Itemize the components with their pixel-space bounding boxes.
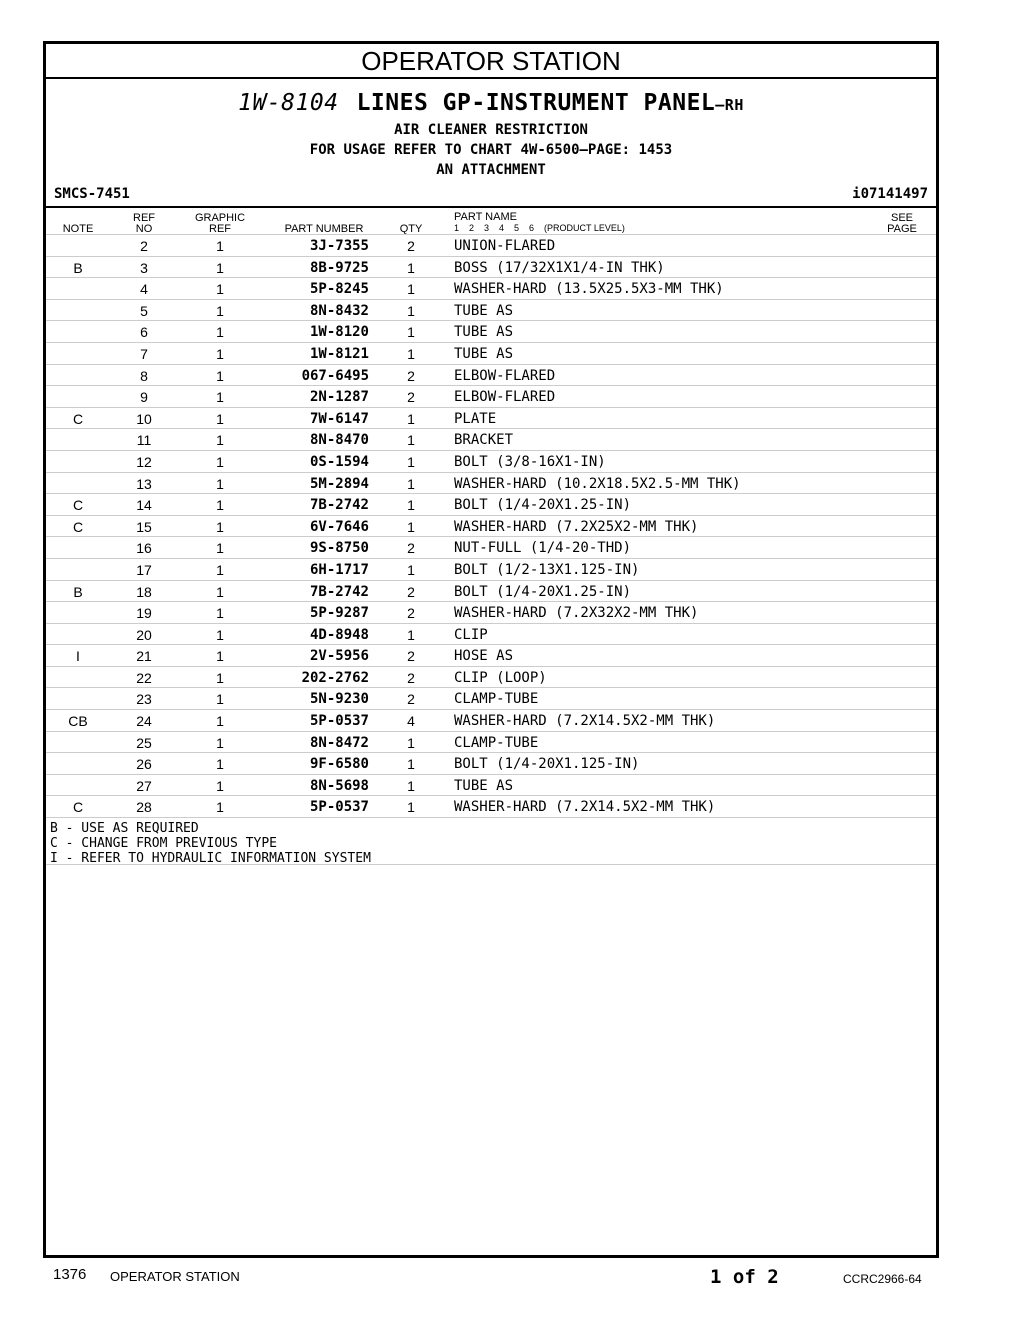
table-row	[46, 299, 936, 321]
part-number-cell: 9F-6580	[309, 756, 369, 773]
graphic-ref-cell: 1	[216, 561, 224, 578]
note-cell: C	[72, 518, 84, 535]
table-row	[46, 450, 936, 472]
qty-cell: 1	[407, 324, 415, 341]
part-number-cell: 6H-1717	[309, 561, 369, 578]
part-number-cell: 9S-8750	[309, 540, 369, 557]
ref-no-cell: 28	[136, 799, 152, 816]
qty-cell: 1	[407, 432, 415, 449]
heading-title: LINES GP-INSTRUMENT PANEL	[356, 90, 716, 116]
part-name-cell: BOLT (1/4-20X1.125-IN)	[454, 756, 640, 773]
note-line: B - USE AS REQUIRED	[50, 821, 199, 836]
graphic-ref-cell: 1	[216, 540, 224, 557]
note-line: C - CHANGE FROM PREVIOUS TYPE	[50, 836, 277, 851]
table-row	[46, 364, 936, 386]
ref-no-cell: 3	[140, 259, 148, 276]
col-graphic-bottom: REF	[209, 223, 231, 235]
ref-no-cell: 10	[136, 410, 152, 427]
part-name-cell: WASHER-HARD (7.2X14.5X2-MM THK)	[454, 713, 716, 730]
ref-no-cell: 8	[140, 367, 148, 384]
qty-cell: 2	[407, 669, 415, 686]
table-row	[46, 623, 936, 645]
table-row	[46, 428, 936, 450]
part-number-cell: 5P-0537	[309, 713, 369, 730]
part-name-cell: WASHER-HARD (7.2X14.5X2-MM THK)	[454, 799, 716, 816]
table-row	[46, 774, 936, 796]
part-name-cell: ELBOW-FLARED	[454, 367, 556, 384]
qty-cell: 2	[407, 583, 415, 600]
part-number-cell: 3J-7355	[309, 238, 369, 254]
ref-no-cell: 2	[140, 238, 148, 254]
ref-no-cell: 16	[136, 540, 152, 557]
part-name-cell: WASHER-HARD (7.2X32X2-MM THK)	[454, 605, 699, 622]
graphic-ref-cell: 1	[216, 756, 224, 773]
qty-cell: 1	[407, 410, 415, 427]
part-name-cell: TUBE AS	[454, 302, 514, 319]
graphic-ref-cell: 1	[216, 777, 224, 794]
qty-cell: 1	[407, 734, 415, 751]
part-number-cell: 0S-1594	[309, 453, 369, 470]
qty-cell: 1	[407, 475, 415, 492]
qty-cell: 1	[407, 777, 415, 794]
ref-no-cell: 12	[136, 453, 152, 470]
qty-cell: 2	[407, 648, 415, 665]
part-name-cell: TUBE AS	[454, 345, 514, 362]
table-row	[46, 342, 936, 364]
part-number-cell: 1W-8120	[309, 324, 369, 341]
part-name-cell: BOLT (1/4-20X1.25-IN)	[454, 583, 632, 600]
part-name-cell: CLAMP-TUBE	[454, 691, 539, 708]
qty-cell: 1	[407, 453, 415, 470]
part-name-cell: BOSS (17/32X1X1/4-IN THK)	[454, 259, 665, 276]
part-number-cell: 4D-8948	[309, 626, 369, 643]
ref-no-cell: 26	[136, 756, 152, 773]
col-note: NOTE	[62, 223, 94, 235]
part-number-cell: 8N-8432	[309, 302, 369, 319]
qty-cell: 1	[407, 799, 415, 816]
graphic-ref-cell: 1	[216, 302, 224, 319]
qty-cell: 1	[407, 345, 415, 362]
ref-no-cell: 17	[136, 561, 152, 578]
ref-no-cell: 9	[140, 389, 148, 406]
ref-no-cell: 11	[136, 432, 152, 449]
table-row	[46, 558, 936, 580]
col-graphic-top: GRAPHIC	[194, 212, 246, 224]
qty-cell: 1	[407, 518, 415, 535]
qty-cell: 1	[407, 626, 415, 643]
table-row	[46, 580, 936, 602]
heading-sub-1: AIR CLEANER RESTRICTION	[394, 122, 588, 138]
qty-cell: 2	[407, 367, 415, 384]
graphic-ref-cell: 1	[216, 432, 224, 449]
header-divider	[46, 206, 936, 208]
note-cell: CB	[68, 713, 88, 730]
qty-cell: 1	[407, 497, 415, 514]
part-number-cell: 5M-2894	[309, 475, 369, 492]
notes-list	[50, 821, 371, 866]
graphic-ref-cell: 1	[216, 238, 224, 254]
illustration-id: i07141497	[852, 186, 928, 202]
qty-cell: 4	[407, 713, 415, 730]
page-frame	[43, 41, 939, 1258]
ref-no-cell: 15	[136, 518, 152, 535]
ref-no-cell: 4	[140, 281, 148, 298]
heading-sub-3: AN ATTACHMENT	[436, 162, 546, 178]
part-name-cell: HOSE AS	[454, 648, 514, 665]
heading	[46, 88, 936, 180]
graphic-ref-cell: 1	[216, 734, 224, 751]
note-cell: C	[72, 497, 84, 514]
part-name-cell: NUT-FULL (1/4-20-THD)	[454, 540, 632, 557]
footer-code: CCRC2966-64	[843, 1272, 922, 1286]
qty-cell: 2	[407, 540, 415, 557]
ref-no-cell: 14	[136, 497, 152, 514]
graphic-ref-cell: 1	[216, 518, 224, 535]
qty-cell: 1	[407, 561, 415, 578]
qty-cell: 2	[407, 691, 415, 708]
note-cell: B	[73, 259, 83, 276]
part-name-cell: UNION-FLARED	[454, 238, 556, 254]
note-cell: C	[72, 799, 84, 816]
graphic-ref-cell: 1	[216, 799, 224, 816]
part-number-cell: 7B-2742	[309, 583, 369, 600]
graphic-ref-cell: 1	[216, 281, 224, 298]
part-number-cell: 6V-7646	[309, 518, 369, 535]
part-number-cell: 2V-5956	[309, 648, 369, 665]
col-see-bottom: PAGE	[887, 223, 917, 235]
part-name-cell: BRACKET	[454, 432, 514, 449]
table-row	[46, 385, 936, 407]
ref-no-cell: 21	[136, 648, 152, 665]
graphic-ref-cell: 1	[216, 713, 224, 730]
graphic-ref-cell: 1	[216, 453, 224, 470]
part-name-cell: BOLT (1/4-20X1.25-IN)	[454, 497, 632, 514]
table-row	[46, 644, 936, 666]
column-headers	[46, 210, 936, 236]
ref-no-cell: 5	[140, 302, 148, 319]
graphic-ref-cell: 1	[216, 410, 224, 427]
part-name-cell: WASHER-HARD (10.2X18.5X2.5-MM THK)	[454, 475, 741, 492]
ref-no-cell: 24	[136, 713, 152, 730]
table-row	[46, 493, 936, 515]
ref-no-cell: 18	[136, 583, 152, 600]
qty-cell: 2	[407, 238, 415, 254]
part-name-cell: TUBE AS	[454, 324, 514, 341]
table-row	[46, 277, 936, 299]
table-row	[46, 407, 936, 429]
notes-divider	[46, 864, 936, 865]
graphic-ref-cell: 1	[216, 583, 224, 600]
ref-no-cell: 6	[140, 324, 148, 341]
part-name-cell: BOLT (1/2-13X1.125-IN)	[454, 561, 640, 578]
part-number-cell: 067-6495	[301, 367, 369, 384]
graphic-ref-cell: 1	[216, 475, 224, 492]
footer-page-of: 1 of 2	[710, 1266, 779, 1288]
part-name-cell: ELBOW-FLARED	[454, 389, 556, 406]
table-row	[46, 601, 936, 623]
graphic-ref-cell: 1	[216, 345, 224, 362]
graphic-ref-cell: 1	[216, 367, 224, 384]
graphic-ref-cell: 1	[216, 626, 224, 643]
table-row	[46, 515, 936, 537]
col-part-number: PART NUMBER	[284, 223, 364, 235]
col-qty: QTY	[399, 223, 423, 235]
ref-no-cell: 13	[136, 475, 152, 492]
qty-cell: 2	[407, 605, 415, 622]
graphic-ref-cell: 1	[216, 669, 224, 686]
part-number-cell: 1W-8121	[309, 345, 369, 362]
table-end-divider	[46, 817, 936, 818]
graphic-ref-cell: 1	[216, 497, 224, 514]
part-number-cell: 8B-9725	[309, 259, 369, 276]
ref-no-cell: 23	[136, 691, 152, 708]
part-name-cell: PLATE	[454, 410, 497, 427]
note-cell: B	[73, 583, 83, 600]
ref-no-cell: 22	[136, 669, 152, 686]
smcs-code: SMCS-7451	[54, 186, 130, 202]
col-see-top: SEE	[890, 212, 913, 224]
note-line: I - REFER TO HYDRAULIC INFORMATION SYSTEM	[50, 851, 371, 866]
part-name-cell: BOLT (3/8-16X1-IN)	[454, 453, 606, 470]
graphic-ref-cell: 1	[216, 648, 224, 665]
graphic-ref-cell: 1	[216, 691, 224, 708]
ref-no-cell: 7	[140, 345, 148, 362]
part-number-cell: 202-2762	[301, 669, 369, 686]
table-row	[46, 234, 936, 256]
qty-cell: 1	[407, 281, 415, 298]
heading-part-number: 1W-8104	[238, 90, 339, 116]
note-cell: I	[76, 648, 80, 665]
table-row	[46, 320, 936, 342]
table-row	[46, 472, 936, 494]
table-row	[46, 752, 936, 774]
ref-no-cell: 19	[136, 605, 152, 622]
part-name-cell: WASHER-HARD (7.2X25X2-MM THK)	[454, 518, 699, 535]
heading-suffix: —RH	[715, 96, 744, 114]
footer-page-number: 1376	[53, 1266, 87, 1283]
part-number-cell: 5N-9230	[309, 691, 369, 708]
part-name-cell: CLAMP-TUBE	[454, 734, 539, 751]
parts-table	[46, 234, 936, 818]
table-row	[46, 687, 936, 709]
ref-no-cell: 25	[136, 734, 152, 751]
graphic-ref-cell: 1	[216, 389, 224, 406]
part-name-cell: CLIP (LOOP)	[454, 669, 547, 686]
table-row	[46, 666, 936, 688]
part-number-cell: 7B-2742	[309, 497, 369, 514]
part-number-cell: 5P-0537	[309, 799, 369, 816]
part-number-cell: 2N-1287	[309, 389, 369, 406]
table-row	[46, 709, 936, 731]
ref-no-cell: 20	[136, 626, 152, 643]
footer-section: OPERATOR STATION	[110, 1269, 240, 1284]
note-cell: C	[72, 410, 84, 427]
graphic-ref-cell: 1	[216, 605, 224, 622]
heading-sub-2: FOR USAGE REFER TO CHART 4W-6500—PAGE: 1453	[309, 142, 673, 158]
qty-cell: 1	[407, 756, 415, 773]
part-name-cell: TUBE AS	[454, 777, 514, 794]
col-ref-bottom: NO	[135, 223, 153, 235]
part-number-cell: 8N-8472	[309, 734, 369, 751]
qty-cell: 1	[407, 302, 415, 319]
part-name-cell: WASHER-HARD (13.5X25.5X3-MM THK)	[454, 281, 724, 298]
graphic-ref-cell: 1	[216, 259, 224, 276]
section-title: OPERATOR STATION	[46, 44, 936, 79]
qty-cell: 2	[407, 389, 415, 406]
table-row	[46, 795, 936, 817]
col-ref-top: REF	[133, 212, 155, 224]
heading-main	[46, 88, 936, 120]
qty-cell: 1	[407, 259, 415, 276]
col-part-name: PART NAME	[454, 211, 517, 223]
table-row	[46, 256, 936, 278]
part-number-cell: 8N-8470	[309, 432, 369, 449]
col-product-levels: 1 2 3 4 5 6 (PRODUCT LEVEL)	[454, 223, 625, 233]
graphic-ref-cell: 1	[216, 324, 224, 341]
part-number-cell: 8N-5698	[309, 777, 369, 794]
part-name-cell: CLIP	[454, 626, 488, 643]
part-number-cell: 5P-8245	[309, 281, 369, 298]
ref-no-cell: 27	[136, 777, 152, 794]
table-row	[46, 731, 936, 753]
table-row	[46, 536, 936, 558]
part-number-cell: 5P-9287	[309, 605, 369, 622]
part-number-cell: 7W-6147	[309, 410, 369, 427]
